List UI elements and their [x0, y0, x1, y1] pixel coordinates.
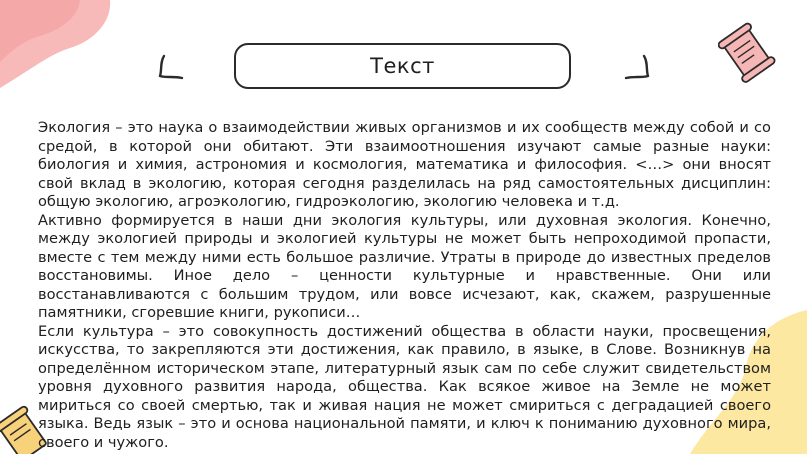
- paragraph-3: Если культура – это совокупность достижений общества в области науки, просвещения, искусства, то закрепляются эти достижения, как правило, в языке, в Слове. Возникнув на определённом историческом этапе, литературный язык сам по себе служит свидетельством уровня духовного развития народа, общества. Как всякое живое на Земле не может мириться со своей смертью, так и живая нация не может смириться с деградацией своего языка. Ведь язык – это и основа национальной памяти, и ключ к пониманию духовного мира, своего и чужого.: [38, 322, 771, 451]
- pink-blob-decoration: [0, 0, 120, 90]
- chevron-heart-icon: [620, 52, 654, 82]
- scroll-icon: [718, 22, 778, 84]
- paragraph-2: Активно формируется в наши дни экология культуры, или духовная экология. Конечно, между экологией природы и экологией культуры не может быть непроходимой пропасти, вместе с тем между ними есть большое различие. Утраты в природе до известных пределов восстановимы. Иное дело – ценности культурные и нравственные. Они или восстанавливаются с большим трудом, или вовсе исчезают, как, скажем, разрушенные памятники, сгоревшие книги, рукописи…: [38, 211, 771, 321]
- title-box: [234, 43, 571, 89]
- chevron-heart-icon: [154, 52, 188, 82]
- text-body: [38, 119, 771, 452]
- paragraph-1: Экология – это наука о взаимодействии живых организмов и их сообществ между собой и со средой, в которой они обитают. Эти взаимоотношения изучают самые разные науки: биология и химия, астрономия и космология, математика и философия. <…> они вносят свой вклад в экологию, которая сегодня разделилась на ряд самостоятельных дисциплин: общую экологию, агроэкологию, гидроэкологию, экологию человека и т.д.: [38, 119, 771, 210]
- page-title: Текст: [370, 54, 435, 78]
